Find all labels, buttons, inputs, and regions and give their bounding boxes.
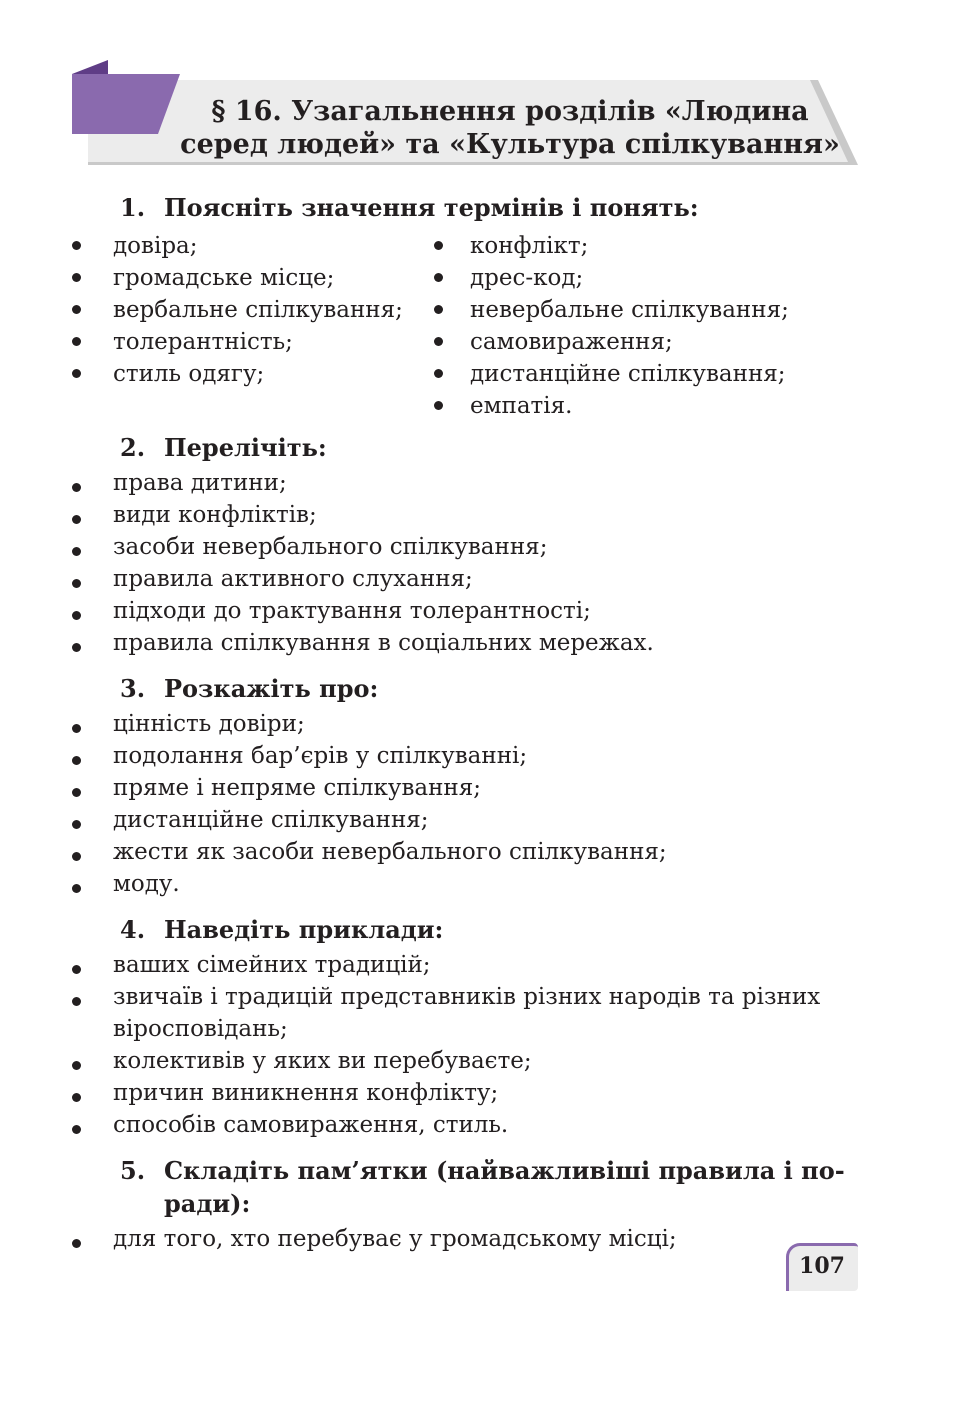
bullet-icon [434,401,443,410]
list-item: вербальне спілкування; [113,297,403,323]
bullet-icon [72,305,81,314]
bullet-icon [72,241,81,250]
section-title: Поясніть значення термінів і понять: [164,193,699,222]
list-item: жести як засоби невербального спілкування; [113,839,667,865]
bullet-icon [72,820,81,829]
bullet-icon [72,1061,81,1070]
list-item: засоби невербального спілкування; [113,534,548,560]
list-item: права дитини; [113,470,287,496]
bullet-icon [72,579,81,588]
bullet-icon [72,273,81,282]
bullet-icon [72,788,81,797]
bullet-icon [72,852,81,861]
section-heading-2 [120,432,327,464]
section-number: 4. [120,915,146,944]
title-line-1: § 16. Узагальнення розділів «Людина [211,96,809,127]
bullet-icon [72,1125,81,1134]
list-item: стиль одягу; [113,361,265,387]
list-item: види конфліктів; [113,502,317,528]
list-item: цінність довіри; [113,711,305,737]
list-item: толерантність; [113,329,293,355]
bullet-icon [72,884,81,893]
section-heading-1 [120,192,699,224]
list-item: самовираження; [470,329,673,355]
section-number: 1. [120,193,146,222]
section-heading-5-continuation: ради): [164,1189,251,1218]
bullet-icon [434,241,443,250]
bullet-icon [72,724,81,733]
chapter-tab-decoration [72,60,182,136]
bullet-icon [72,643,81,652]
list-item: подолання бар’єрів у спілкуванні; [113,743,528,769]
page-number: 107 [799,1253,845,1279]
list-item: громадське місце; [113,265,335,291]
bullet-icon [434,273,443,282]
bullet-icon [72,1239,81,1248]
section-title: Розкажіть про: [164,674,379,703]
bullet-icon [72,611,81,620]
section-heading-4 [120,914,443,946]
list-item: причин виникнення конфлікту; [113,1080,499,1106]
section-title: Наведіть приклади: [164,915,444,944]
section-title: Складіть пам’ятки (найважливіші правила і по- [164,1156,845,1185]
section-title: Перелічіть: [164,433,327,462]
list-item: конфлікт; [470,233,589,259]
list-item: правила спілкування в соціальних мережах. [113,630,654,656]
list-item: підходи до трактування толерантності; [113,598,591,624]
list-item: правила активного слухання; [113,566,473,592]
bullet-icon [72,1093,81,1102]
list-item: довіра; [113,233,198,259]
list-item-continuation: віросповідань; [113,1016,288,1042]
bullet-icon [72,547,81,556]
list-item: емпатія. [470,393,573,419]
section-number: 5. [120,1156,146,1185]
bullet-icon [434,369,443,378]
list-item: дрес-код; [470,265,584,291]
bullet-icon [72,997,81,1006]
list-item: для того, хто перебуває у громадському місці; [113,1226,677,1252]
section-number: 2. [120,433,146,462]
list-item: способів самовираження, стиль. [113,1112,509,1138]
list-item: колективів у яких ви перебуваєте; [113,1048,532,1074]
section-heading-5 [120,1155,845,1187]
list-item: звичаїв і традицій представників різних народів та різних [113,984,821,1010]
list-item: моду. [113,871,180,897]
list-item: дистанційне спілкування; [113,807,429,833]
bullet-icon [72,965,81,974]
list-item: невербальне спілкування; [470,297,789,323]
bullet-icon [72,483,81,492]
list-item: дистанційне спілкування; [470,361,786,387]
title-line-2: серед людей» та «Культура спілкування» [180,129,840,160]
bullet-icon [434,305,443,314]
bullet-icon [434,337,443,346]
bullet-icon [72,515,81,524]
list-item: ваших сімейних традицій; [113,952,431,978]
page-title [180,95,840,161]
bullet-icon [72,369,81,378]
bullet-icon [72,337,81,346]
section-heading-3 [120,673,378,705]
section-number: 3. [120,674,146,703]
bullet-icon [72,756,81,765]
list-item: пряме і непряме спілкування; [113,775,482,801]
